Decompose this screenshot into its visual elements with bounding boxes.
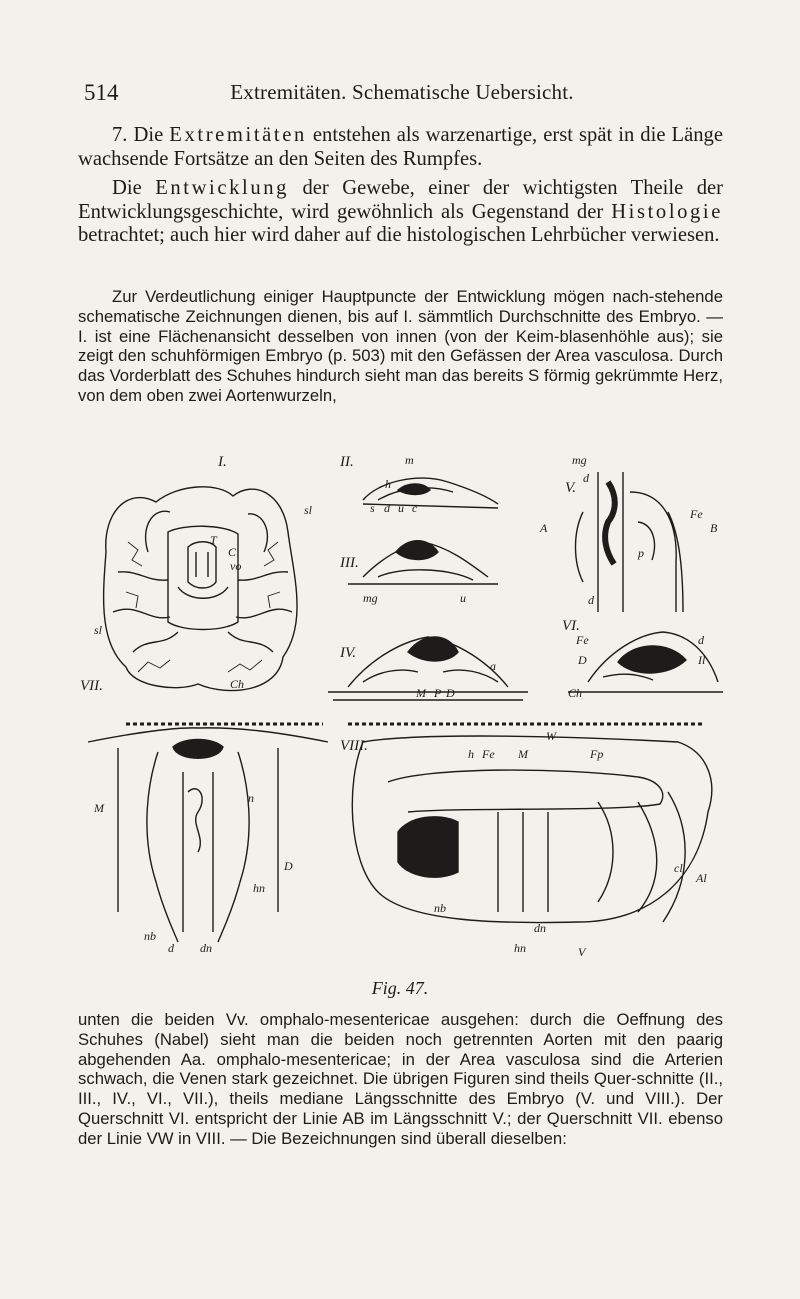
label-t: T <box>210 533 217 547</box>
p1-term: Extremitäten <box>169 124 307 146</box>
p1-lead: 7. Die <box>112 124 170 146</box>
p2-term: Entwicklung <box>155 177 290 199</box>
panel-label-iv: IV. <box>340 645 356 661</box>
label-nb-2: nb <box>144 929 156 943</box>
panel-iii-drawing <box>348 541 498 584</box>
label-dn: dn <box>534 921 546 935</box>
panel-label-vii: VII. <box>80 678 103 694</box>
panel-label-v: V. <box>565 480 576 496</box>
panel-label-iii: III. <box>340 555 359 571</box>
panel-iv-drawing <box>328 637 528 700</box>
label-m-big-3: M <box>94 801 104 815</box>
label-hn: hn <box>514 941 526 955</box>
label-mg-2: mg <box>572 453 587 467</box>
label-m-big: M <box>416 686 426 700</box>
label-u-2: u <box>460 591 466 605</box>
label-d-4: d <box>698 633 704 647</box>
paragraph-tissue-development <box>78 177 723 248</box>
label-d: d <box>384 501 390 515</box>
p1-rest: entstehen als warzenartige, erst spät in die Länge wachsende Fortsätze an den Seiten des Rumpfes. <box>78 124 723 170</box>
label-h-2: h <box>468 747 474 761</box>
label-vo: vo <box>230 559 242 573</box>
label-s: s <box>370 501 375 515</box>
panel-label-i: I. <box>218 454 227 470</box>
label-fe-2: Fe <box>576 633 589 647</box>
panel-v-drawing <box>576 472 684 612</box>
label-dn-2: dn <box>200 941 212 955</box>
label-d-2: d <box>583 471 589 485</box>
label-cl: cl <box>674 861 683 875</box>
label-v: V <box>578 945 586 959</box>
label-a-big: A <box>540 521 548 535</box>
paragraph-figure-explanation: unten die beiden Vv. omphalo-mesentericae ausgehen: durch die Oeffnung des Schuhes (Nabel) sieht man die beiden noch getrennten Aorten mit den paarig abgehenden Aa. omphalo-mesentericae; in der Area vasculosa sind die Arterien schwach, die Venen stark gezeichnet. Die übrigen Figuren sind theils Quer-schnitte (II., III., IV., VI., VII.), theils mediane Längsschnitte des Embryo (V. und VIII.). Der Querschnitt VI. entspricht der Linie AB im Längsschnitt V.; der Querschnitt VII. ebenso der Linie VW in VIII. — Die Bezeichnungen sind überall dieselben: <box>78 1010 723 1148</box>
label-h: h <box>385 477 391 491</box>
panel-viii-drawing <box>352 736 711 923</box>
label-nb: nb <box>434 901 446 915</box>
label-d-big-3: D <box>284 859 293 873</box>
label-al: Al <box>696 871 707 885</box>
label-fp: Fp <box>590 747 604 761</box>
label-d-big: D <box>446 686 455 700</box>
panel-i-drawing <box>104 487 297 691</box>
running-title: Extremitäten. Schematische Uebersicht. <box>230 80 574 104</box>
label-m: m <box>405 453 414 467</box>
label-w: W <box>546 729 556 743</box>
label-fe-3: Fe <box>482 747 495 761</box>
label-sl: sl <box>304 503 313 517</box>
label-n: n <box>248 791 254 805</box>
figure-drawing <box>78 452 723 974</box>
label-il: Il <box>698 653 706 667</box>
panel-label-vi: VI. <box>562 618 580 634</box>
panel-label-viii: VIII. <box>340 738 368 754</box>
label-c: C <box>228 545 237 559</box>
p2-rest: betrachtet; auch hier wird daher auf die histologischen Lehrbücher verwiesen. <box>78 224 720 247</box>
paragraph-schematic-intro: Zur Verdeutlichung einiger Hauptpuncte der Entwicklung mögen nach-stehende schematische Zeichnungen dienen, bis auf I. sämmtlich Durchschnitte des Embryo. — I. ist eine Flächenansicht desselben von innen (von der Keim-blasenhöhle aus); sie zeigt den schuhförmigen Embryo (p. 503) mit den Gefässen der Area vasculosa. Durch das Vorderblatt des Schuhes hindurch sieht man das bereits S förmig gekrümmte Herz, von dem oben zwei Aortenwurzeln, <box>78 287 723 405</box>
p2-term2: Histologie <box>611 200 723 223</box>
label-d-3: d <box>588 593 594 607</box>
label-p-2: p <box>638 546 644 560</box>
label-sl-2: sl <box>94 623 103 637</box>
panel-label-ii: II. <box>340 454 354 470</box>
label-b: B <box>710 521 718 535</box>
paragraph-extremities <box>78 124 723 171</box>
label-ch: Ch <box>230 677 245 691</box>
label-m-big-2: M <box>518 747 528 761</box>
page-header <box>72 80 732 110</box>
label-p: P <box>434 686 442 700</box>
label-a: a <box>490 659 496 673</box>
label-ch-2: Ch <box>568 686 583 700</box>
label-fe: Fe <box>690 507 703 521</box>
label-d-5: d <box>168 941 174 955</box>
label-d-big-2: D <box>578 653 587 667</box>
label-hn-2: hn <box>253 881 265 895</box>
label-u: u <box>398 501 404 515</box>
label-c-2: c <box>412 501 418 515</box>
p2-lead: Die <box>112 177 156 199</box>
label-mg: mg <box>363 591 378 605</box>
figure-47-schematic-sections <box>78 452 723 974</box>
figure-caption: Fig. 47. <box>371 978 429 998</box>
page-number: 514 <box>84 80 119 105</box>
panel-vii-drawing <box>88 728 328 942</box>
p2-mid: der Gewebe, einer der wichtigsten Theile der Entwicklungsgeschichte, wird gewöhnlich als Gegenstand der <box>78 177 723 223</box>
